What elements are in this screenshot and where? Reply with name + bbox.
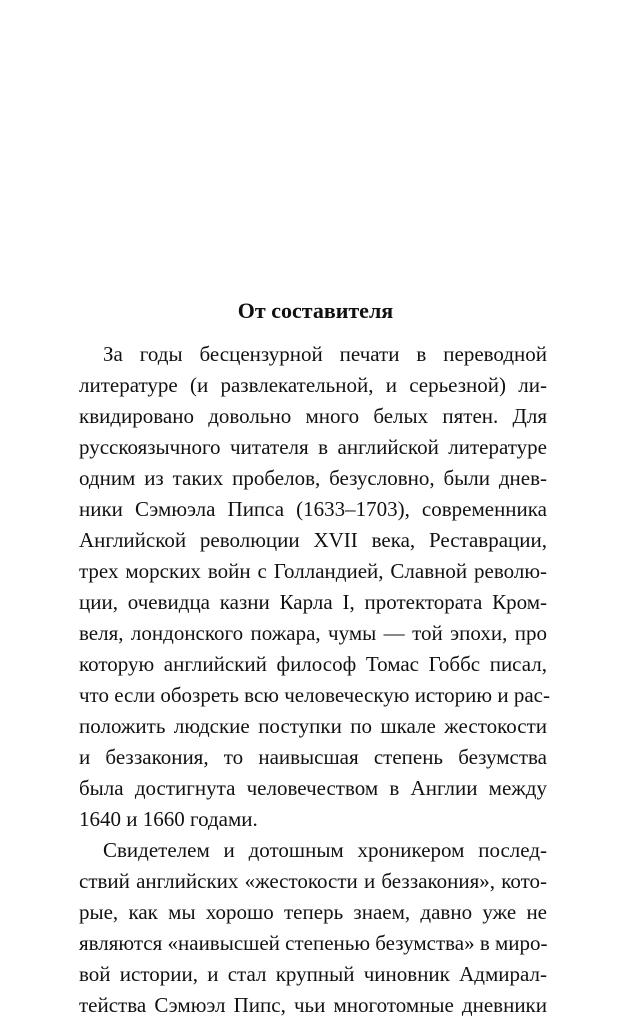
text-line: ствий английских «жестокости и беззакония», кото- xyxy=(79,869,547,893)
text-line: и беззакония, то наивысшая степень безумства xyxy=(79,745,547,769)
text-line: положить людские поступки по шкале жестокости xyxy=(79,714,547,738)
text-line: являются «наивысшей степенью безумства» в миро- xyxy=(79,931,548,955)
text-line: тейства Сэмюэл Пипс, чьи многотомные дневники xyxy=(79,993,547,1017)
body-text xyxy=(79,339,550,1021)
paragraph-1 xyxy=(79,339,550,835)
text-line: 1640 и 1660 годами. xyxy=(79,807,258,831)
text-line: квидировано довольно много белых пятен. Для xyxy=(79,404,547,428)
text-line: веля, лондонского пожара, чумы — той эпохи, про xyxy=(79,621,547,645)
text-line: За годы бесцензурной печати в переводной xyxy=(103,342,547,366)
text-line: трех морских войн с Голландией, Славной револю- xyxy=(79,559,547,583)
text-line: Английской революции XVII века, Реставрации, xyxy=(79,528,547,552)
text-line: которую английский философ Томас Гоббс писал, xyxy=(79,652,547,676)
text-line: была достигнута человечеством в Англии между xyxy=(79,776,547,800)
text-line: литературе (и развлекательной, и серьезной) ли- xyxy=(79,373,547,397)
text-line: рые, как мы хорошо теперь знаем, давно уже не xyxy=(79,900,547,924)
page-title: От составителя xyxy=(237,298,394,323)
paragraph-2 xyxy=(79,835,547,1021)
text-line: русскоязычного читателя в английской литературе xyxy=(79,435,547,459)
text-line: ники Сэмюэла Пипса (1633–1703), современника xyxy=(79,497,547,521)
text-line: ции, очевидца казни Карла I, протектората Кром- xyxy=(79,590,547,614)
text-line: Свидетелем и дотошным хроникером послед- xyxy=(103,838,547,862)
text-line: вой истории, и стал крупный чиновник Адмирал- xyxy=(79,962,547,986)
text-line: что если обозреть всю человеческую историю и рас- xyxy=(79,683,550,707)
text-line: одним из таких пробелов, безусловно, были днев- xyxy=(79,466,547,490)
